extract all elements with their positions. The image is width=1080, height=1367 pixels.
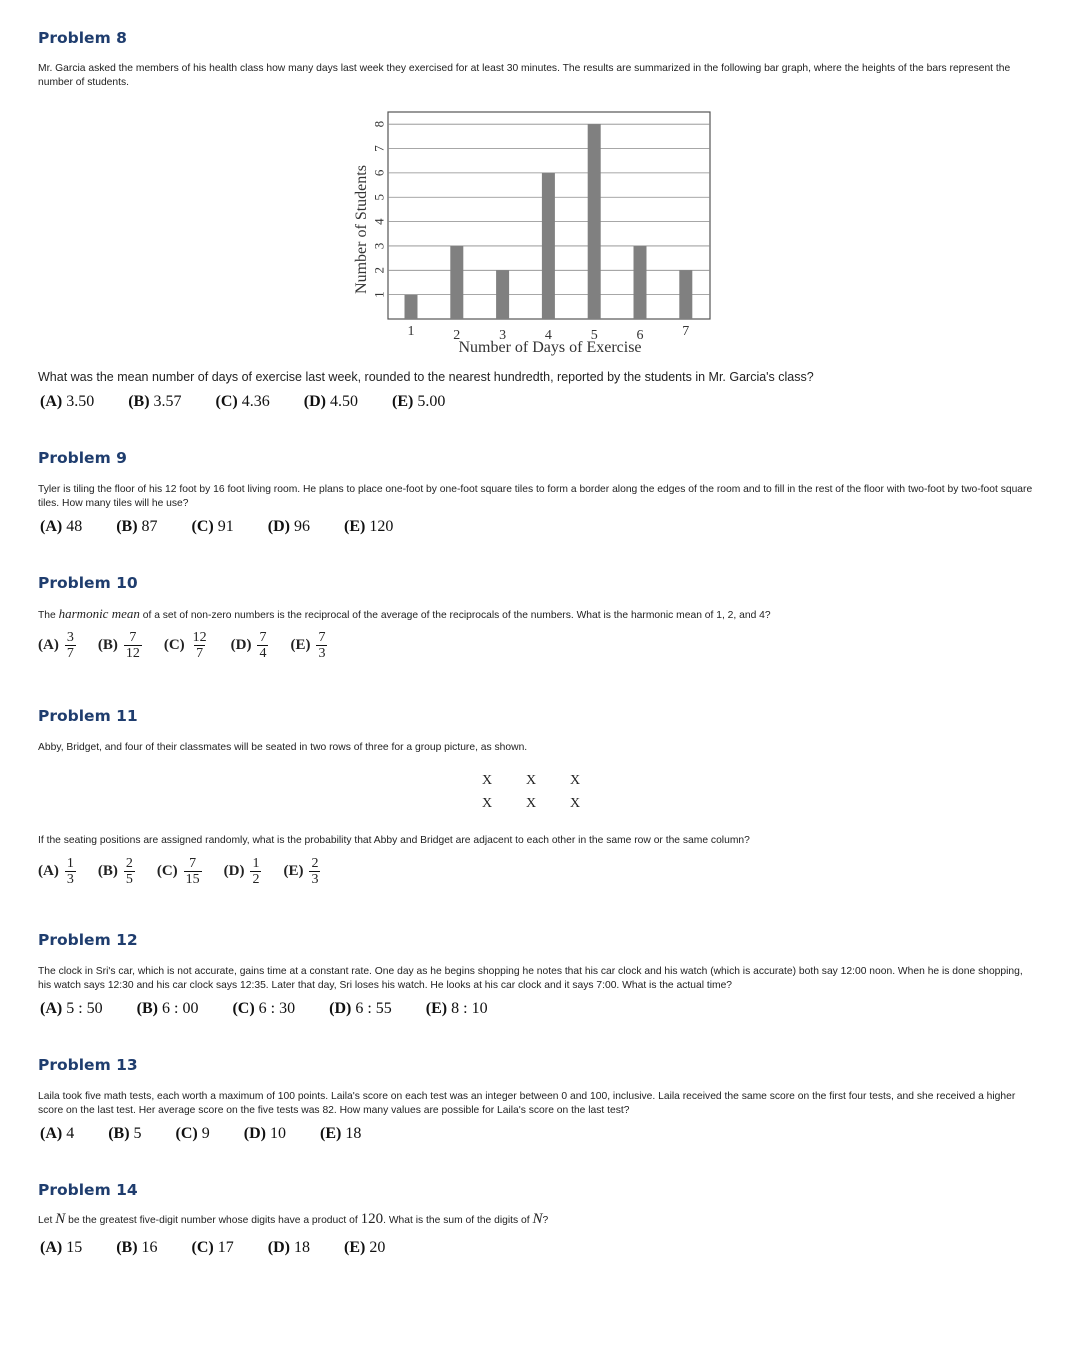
- problem-14-title: Problem 14: [38, 1181, 138, 1199]
- choice-a: (A) $\frac{3}{7}$: [38, 630, 74, 661]
- problem-14-choices: [40, 1239, 415, 1257]
- problem-13-choices: [40, 1125, 391, 1143]
- choice-b: (B) 16: [116, 1239, 158, 1256]
- choice-b: (B) $\frac{7}{12}$: [97, 630, 140, 661]
- y-tick-label: 6: [371, 169, 387, 177]
- choice-d: (D) 6 : 55: [329, 1000, 392, 1017]
- y-tick-label: 4: [371, 218, 387, 225]
- choice-c: (C) 91: [191, 518, 234, 535]
- choice-d: (D) 4.50: [303, 393, 358, 410]
- choice-c: (C) 6 : 30: [232, 1000, 296, 1017]
- choice-c: (C) $\frac{7}{15}$: [156, 856, 200, 887]
- choice-a: (A) 5 : 50: [40, 1000, 103, 1017]
- problem-12-title: Problem 12: [38, 931, 138, 949]
- choice-b: (B) $\frac{2}{5}$: [97, 856, 133, 887]
- y-tick-label: 5: [371, 193, 387, 201]
- problem-12-text: The clock in Sri's car, which is not accurate, gains time at a constant rate. One day as he begins shopping he notes that his car clock and his watch (which is accurate) both say 12:00 noon. When he is done shopping, his watch says 12:30 and his car clock says 12:35. Later that day, Sri loses his watch. He looks at his car clock and it says 7:00. What is the actual time?: [38, 966, 1023, 991]
- choice-a: (A) 3.50: [40, 393, 95, 410]
- bar: [405, 295, 418, 319]
- seat: X: [526, 773, 537, 788]
- problem-8-text: Mr. Garcia asked the members of his health class how many days last week they exercised for at least 30 minutes. The results are summarized in the following bar graph, where the heights of the bars represent the number of students.: [38, 63, 1011, 88]
- choice-a: (A) $\frac{1}{3}$: [38, 856, 74, 887]
- choice-d: (D) 18: [267, 1239, 310, 1256]
- seat: X: [482, 796, 493, 811]
- choice-d: (D) 10: [243, 1125, 286, 1142]
- seat: X: [526, 796, 537, 811]
- bar: [496, 270, 509, 319]
- bar: [588, 124, 601, 319]
- var-n: N: [532, 1211, 543, 1227]
- choice-e: (E) 5.00: [391, 393, 446, 410]
- problem-11-choices: [38, 856, 342, 887]
- problem-8-question: What was the mean number of days of exercise last week, rounded to the nearest hundredth, reported by the students in Mr. Garcia's class?: [38, 370, 814, 384]
- choice-c: (C) 17: [191, 1239, 234, 1256]
- seat: X: [482, 773, 493, 788]
- problem-9-title: Problem 9: [38, 449, 127, 467]
- choice-a: (A) 4: [40, 1125, 75, 1142]
- problem-14-text: Let N be the greatest five-digit number whose digits have a product of 120. What is the sum of the digits of N?: [38, 1211, 549, 1227]
- choice-e: (E) $\frac{7}{3}$: [290, 630, 326, 661]
- y-tick-label: 7: [371, 145, 387, 152]
- choice-d: (D) $\frac{1}{2}$: [223, 856, 260, 887]
- problem-9-text: Tyler is tiling the floor of his 12 foot by 16 foot living room. He plans to place one-foot by one-foot square tiles to form a border along the edges of the room and to fill in the rest of the floor with two-foot by two-foot square tiles. How many tiles will he use?: [38, 484, 1033, 509]
- var-n: N: [55, 1211, 66, 1227]
- problem-10-choices: [38, 630, 349, 661]
- problem-12-choices: [40, 1000, 518, 1018]
- x-tick-label: 4: [544, 328, 552, 343]
- y-tick-label: 3: [371, 242, 387, 250]
- problem-13-text: Laila took five math tests, each worth a maximum of 100 points. Laila's score on each test was an integer between 0 and 100, inclusive. Laila received the same score on the first four tests, and she received a higher score on the last test. Her average score on the five tests was 82. How many values are possible for Laila's score on the last test?: [38, 1091, 1016, 1116]
- bar: [450, 246, 463, 319]
- x-tick-label: 5: [590, 328, 598, 343]
- y-axis-label: Number of Students: [353, 165, 370, 294]
- choice-d: (D) $\frac{7}{4}$: [230, 630, 267, 661]
- problem-8-title: Problem 8: [38, 29, 127, 47]
- y-tick-label: 8: [371, 120, 387, 128]
- bar: [542, 173, 555, 319]
- x-tick-label: 2: [453, 328, 461, 343]
- product-value: 120: [360, 1211, 384, 1227]
- problem-11-title: Problem 11: [38, 707, 138, 725]
- choice-c: (C) 4.36: [215, 393, 270, 410]
- choice-e: (E) 20: [343, 1239, 386, 1256]
- choice-e: (E) 8 : 10: [425, 1000, 488, 1017]
- problem-11-text: Abby, Bridget, and four of their classmates will be seated in two rows of three for a group picture, as shown.: [38, 742, 528, 753]
- problem-9-choices: [40, 518, 423, 536]
- problem-13-title: Problem 13: [38, 1056, 138, 1074]
- problem-10-title: Problem 10: [38, 574, 138, 592]
- x-tick-label: 6: [636, 328, 644, 343]
- choice-c: (C) $\frac{12}{7}$: [163, 630, 207, 661]
- seat: X: [570, 796, 581, 811]
- problem-10-text: The harmonic mean of a set of non-zero numbers is the reciprocal of the average of the reciprocals of the numbers. What is the harmonic mean of 1, 2, and 4?: [38, 606, 771, 621]
- x-tick-label: 7: [682, 324, 690, 339]
- choice-e: (E) 18: [319, 1125, 362, 1142]
- choice-b: (B) 5: [108, 1125, 142, 1142]
- bar: [634, 246, 647, 319]
- seat: X: [570, 773, 581, 788]
- y-tick-label: 2: [371, 267, 387, 274]
- x-tick-label: 3: [499, 328, 507, 343]
- choice-b: (B) 87: [116, 518, 158, 535]
- choice-e: (E) $\frac{2}{3}$: [283, 856, 319, 887]
- x-tick-label: 1: [407, 324, 415, 339]
- choice-b: (B) 3.57: [128, 393, 182, 410]
- y-tick-label: 1: [371, 291, 387, 298]
- choice-c: (C) 9: [175, 1125, 210, 1142]
- problem-8-choices: [40, 393, 475, 411]
- choice-d: (D) 96: [267, 518, 310, 535]
- x-axis-label: Number of Days of Exercise: [458, 339, 642, 356]
- choice-a: (A) 15: [40, 1239, 83, 1256]
- bar-chart: [340, 105, 730, 360]
- bar: [679, 270, 692, 319]
- choice-a: (A) 48: [40, 518, 83, 535]
- choice-b: (B) 6 : 00: [136, 1000, 199, 1017]
- choice-e: (E) 120: [343, 518, 394, 535]
- problem-11-question: If the seating positions are assigned randomly, what is the probability that Abby and Bridget are adjacent to each other in the same row or the same column?: [38, 835, 750, 846]
- harmonic-mean-term: harmonic mean: [58, 606, 140, 621]
